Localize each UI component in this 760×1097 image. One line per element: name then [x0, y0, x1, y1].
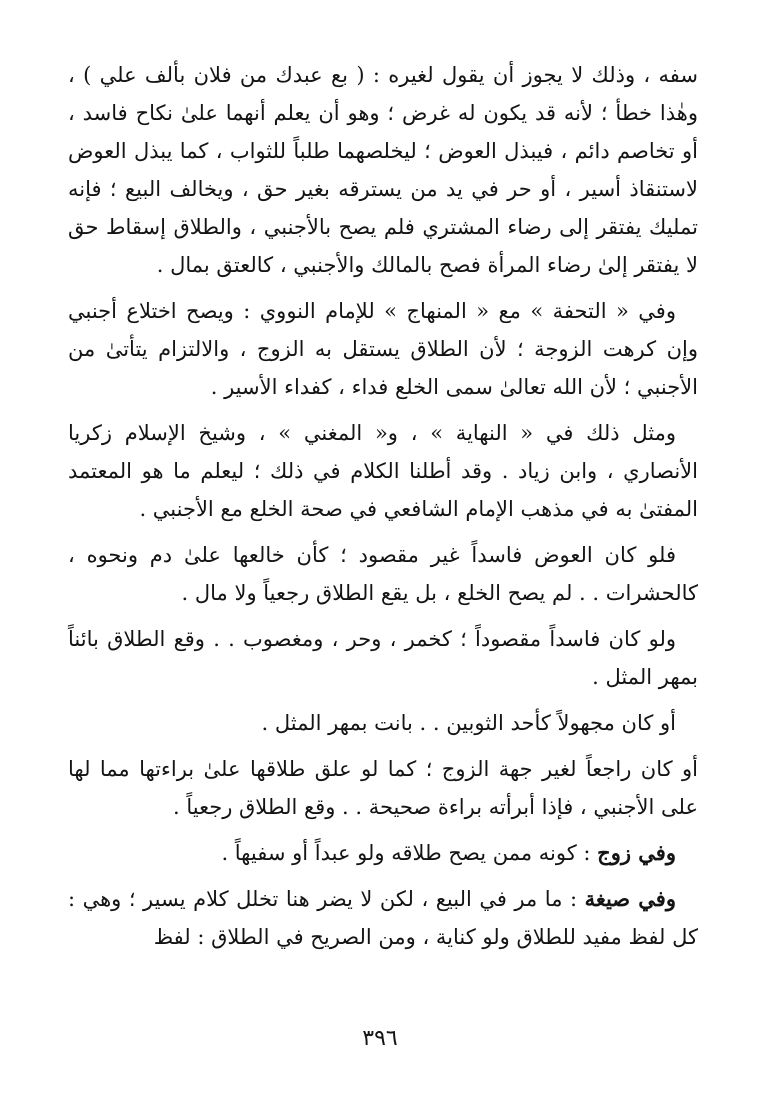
paragraph-2: وفي « التحفة » مع « المنهاج » للإمام النووي : ويصح اختلاع أجنبي وإن كرهت الزوجة ؛ لأن الطلاق يستقل به الزوج ، والالتزام يتأتىٰ من الأجنبي ؛ لأن الله تعالىٰ سمى الخلع فداء ، كفداء الأسير .: [68, 299, 698, 399]
paragraph-sigha: [68, 880, 698, 956]
paragraph-4: فلو كان العوض فاسداً غير مقصود ؛ كأن خالعها علىٰ دم ونحوه ، كالحشرات . . لم يصح الخلع ، بل يقع الطلاق رجعياً ولا مال .: [68, 543, 698, 605]
paragraph-7: أو كان راجعاً لغير جهة الزوج ؛ كما لو علق طلاقها علىٰ براءتها مما لها على الأجنبي ، فإذا أبرأته براءة صحيحة . . وقع الطلاق رجعياً .: [68, 757, 698, 819]
paragraph-3: ومثل ذلك في « النهاية » ، و« المغني » ، وشيخ الإسلام زكريا الأنصاري ، وابن زياد . وقد أطلنا الكلام في ذلك ؛ ليعلم ما هو المعتمد المفتىٰ به في مذهب الإمام الشافعي في صحة الخلع مع الأجنبي .: [68, 421, 698, 521]
zawj-text: : كونه ممن يصح طلاقه ولو عبداً أو سفيهاً .: [221, 841, 591, 865]
paragraph-zawj: [68, 834, 698, 872]
sigha-label: وفي صيغة: [584, 886, 676, 911]
paragraph-6: أو كان مجهولاً كأحد الثوبين . . بانت بمهر المثل .: [261, 711, 676, 735]
sigha-text: : ما مر في البيع ، لكن لا يضر هنا تخلل كلام يسير ؛ وهي : كل لفظ مفيد للطلاق ولو كناية ، ومن الصريح في الطلاق : لفظ: [68, 887, 698, 949]
paragraph-1: سفه ، وذلك لا يجوز أن يقول لغيره : ( بع عبدك من فلان بألف علي ) ، وهٰذا خطأ ؛ لأنه قد يكون له غرض ؛ وهو أن يعلم أنهما علىٰ نكاح فاسد ، أو تخاصم دائم ، فيبذل العوض ؛ ليخلصهما طلباً للثواب ، كما يبذل العوض لاستنقاذ أسير ، أو حر في يد من يسترقه بغير حق ، ويخالف البيع ؛ فإنه تمليك يفتقر إلى رضاء المشتري فلم يصح بالأجنبي ، والطلاق إسقاط حق لا يفتقر إلىٰ رضاء المرأة فصح بالمالك والأجنبي ، كالعتق بمال .: [68, 63, 698, 277]
page-number: ٣٩٦: [362, 1026, 398, 1051]
zawj-label: وفي زوج: [597, 840, 676, 865]
paragraph-5: ولو كان فاسداً مقصوداً ؛ كخمر ، وحر ، ومغصوب . . وقع الطلاق بائناً بمهر المثل .: [68, 627, 698, 689]
page-body: [68, 56, 698, 956]
